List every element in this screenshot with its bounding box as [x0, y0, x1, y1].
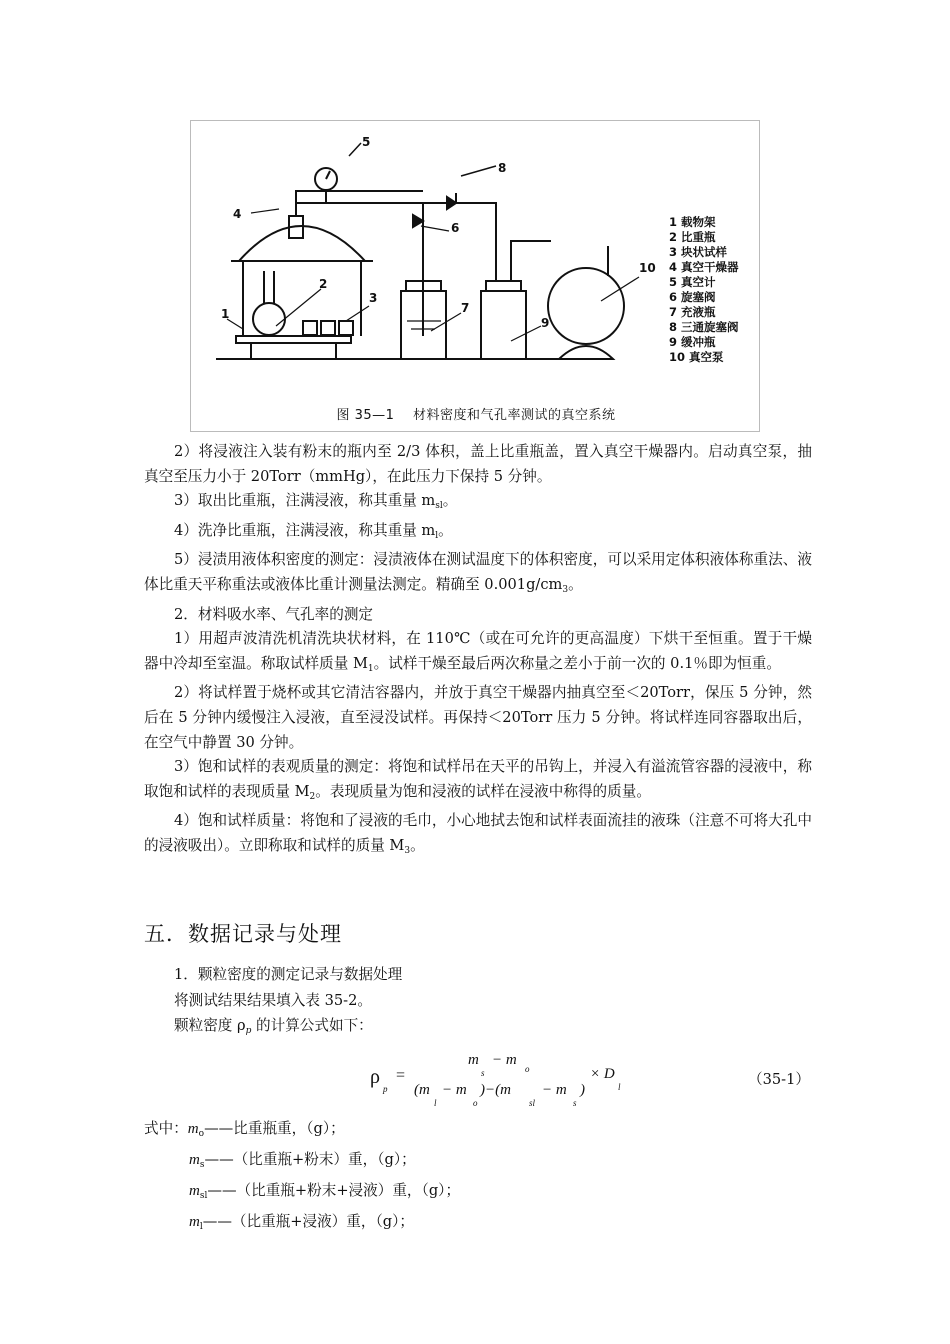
stand-legs: [251, 343, 336, 359]
callout-4: 4: [233, 207, 242, 221]
figure-legend: [669, 215, 739, 365]
stopcock-6: [413, 215, 423, 227]
legend-item: 1 载物架: [669, 215, 716, 229]
section-intro: [174, 962, 402, 1045]
definition-row: 式中：$m_o——$比重瓶重，（g）；: [144, 1120, 345, 1139]
caption-number: 图 35—1: [336, 408, 395, 423]
paragraph: 3）饱和试样的表观质量的测定：将饱和试样吊在天平的吊钩上，并浸入有溢流管容器的浸液中，称取饱和试样的表现质量 $M_2$。表现质量为饱和浸液的试样在浸液中称得的质量。: [144, 758, 812, 802]
callout-10: 10: [639, 261, 656, 275]
callout-1: 1: [221, 307, 230, 321]
callout-2: 2: [319, 277, 328, 291]
paragraph: 4）洗净比重瓶，注满浸液，称其重量 $m_l$。: [174, 521, 453, 541]
callout-5: 5: [362, 135, 371, 149]
callout-8: 8: [498, 161, 507, 175]
sub-heading: 2．材料吸水率、气孔率的测定: [174, 605, 374, 623]
density-formula: ρ p = m s − m o (m l − m o )−(m sl − m s ) × D l: [370, 1052, 621, 1108]
sample-1: [303, 321, 317, 335]
paragraph: 2）将浸液注入装有粉末的瓶内至 2/3 体积，盖上比重瓶盖，置入真空干燥器内。启动真空泵，抽真空至压力小于 20Torr（mmHg），在此压力下保持 5 分钟。: [144, 443, 812, 485]
figure-caption: [191, 404, 761, 423]
paragraph: 2）将试样置于烧杯或其它清洁容器内，并放于真空干燥器内抽真空至＜20Torr，保压 5 分钟，然后在 5 分钟内缓慢注入浸液，直至浸没试样。再保持＜20Torr 压力 5 分钟。将试样连同容器取出后，在空气中静置 30 分钟。: [144, 684, 812, 751]
definition-row: $m_{sl}——$（比重瓶+粉末+浸液）重，（g）；: [189, 1182, 461, 1201]
steps-part-a: [144, 440, 812, 864]
legend-item: 7 充液瓶: [669, 305, 716, 319]
section-line: 颗粒密度 $\rho_p$ 的计算公式如下：: [174, 1017, 373, 1036]
legend-item: 6 旋塞阀: [669, 290, 716, 304]
buffer-bottle: [481, 291, 526, 359]
symbol-definitions: [144, 1116, 460, 1240]
legend-item: 9 缓冲瓶: [669, 335, 716, 349]
paragraph: 5）浸渍用液体积密度的测定：浸渍液体在测试温度下的体积密度，可以采用定体积液体称重法、液体比重天平称重法或液体比重计测量法测定。精确至 $0.001g/cm_3$。: [144, 551, 812, 595]
paragraph: 3）取出比重瓶，注满浸液，称其重量 $m_{sl}$。: [174, 492, 458, 512]
callout-9: 9: [541, 316, 550, 330]
paragraph: 4）饱和试样质量：将饱和了浸液的毛巾，小心地拭去饱和试样表面流挂的液珠（注意不可将大孔中的浸液吸出）。立即称取和试样的质量 $M_3$。: [144, 812, 812, 856]
three-way-valve-8: [447, 197, 456, 209]
caption-title: 材料密度和气孔率测试的真空系统: [413, 408, 616, 423]
definition-row: $m_s——$（比重瓶+粉末）重，（g）；: [189, 1151, 416, 1170]
sample-2: [321, 321, 335, 335]
figure-vacuum-system: [190, 120, 760, 432]
callout-7: 7: [461, 301, 470, 315]
legend-item: 5 真空计: [669, 275, 716, 289]
pycnometer-flask: [253, 303, 285, 335]
definition-row: $m_l——$（比重瓶+浸液）重，（g）；: [189, 1213, 415, 1232]
legend-item: 8 三通旋塞阀: [669, 320, 739, 334]
callout-6: 6: [451, 221, 460, 235]
paragraph: 1）用超声波清洗机清洗块状材料，在 110℃（或在可允许的更高温度）下烘干至恒重。置于干燥器中冷却至室温。称取试样质量 $M_1$。试样干燥至最后两次称量之差小于前一次的 0.1％即为恒重。: [144, 630, 812, 674]
legend-item: 3 块状试样: [669, 245, 728, 259]
stand-top: [236, 336, 351, 343]
legend-item: 2 比重瓶: [669, 230, 716, 244]
section-line: 将测试结果结果填入表 35-2。: [174, 991, 372, 1009]
sample-3: [339, 321, 353, 335]
legend-item: 4 真空干燥器: [669, 260, 739, 274]
pipe-main: [296, 203, 423, 336]
section-title: 五．数据记录与处理: [144, 922, 342, 946]
equation-number: （35-1）: [748, 1071, 810, 1088]
legend-item: 10 真空泵: [669, 350, 724, 364]
vacuum-pump: [548, 268, 624, 344]
callout-3: 3: [369, 291, 378, 305]
section-item-1: 1．颗粒密度的测定记录与数据处理: [174, 966, 403, 983]
